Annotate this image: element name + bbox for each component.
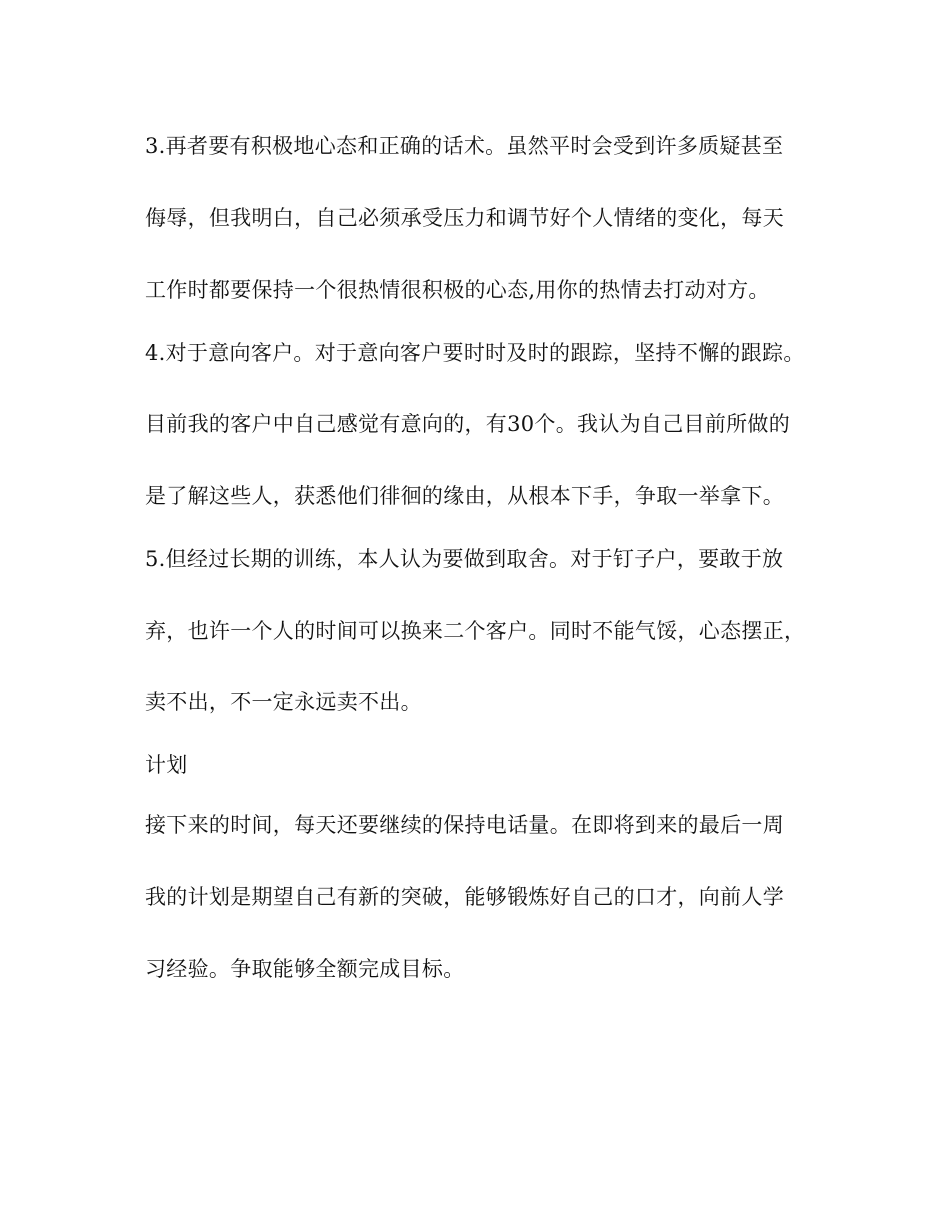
paragraph-line: 3.再者要有积极地心态和正确的话术。虽然平时会受到许多质疑甚至 — [145, 134, 784, 158]
paragraph-line: 目前我的客户中自己感觉有意向的，有30个。我认为自己目前所做的 — [145, 412, 791, 436]
paragraph-line: 我的计划是期望自己有新的突破，能够锻炼好自己的口才，向前人学 — [145, 885, 784, 909]
paragraph-line: 弃，也许一个人的时间可以换来二个客户。同时不能气馁，心态摆正， — [145, 619, 806, 643]
paragraph-line: 习经验。争取能够全额完成目标。 — [145, 957, 465, 981]
paragraph-line: 4.对于意向客户。对于意向客户要时时及时的跟踪，坚持不懈的跟踪。 — [145, 341, 805, 365]
paragraph-line: 卖不出，不一定永远卖不出。 — [145, 690, 422, 714]
section-heading: 计划 — [145, 753, 188, 777]
paragraph-line: 5.但经过长期的训练，本人认为要做到取舍。对于钉子户，要敢于放 — [145, 547, 784, 571]
paragraph-line: 是了解这些人，获悉他们徘徊的缘由，从根本下手，争取一举拿下。 — [145, 484, 784, 508]
paragraph-line: 接下来的时间，每天还要继续的保持电话量。在即将到来的最后一周 — [145, 813, 784, 837]
paragraph-line: 侮辱，但我明白，自己必须承受压力和调节好个人情绪的变化，每天 — [145, 206, 784, 230]
paragraph-line: 工作时都要保持一个很热情很积极的心态,用你的热情去打动对方。 — [145, 278, 770, 302]
